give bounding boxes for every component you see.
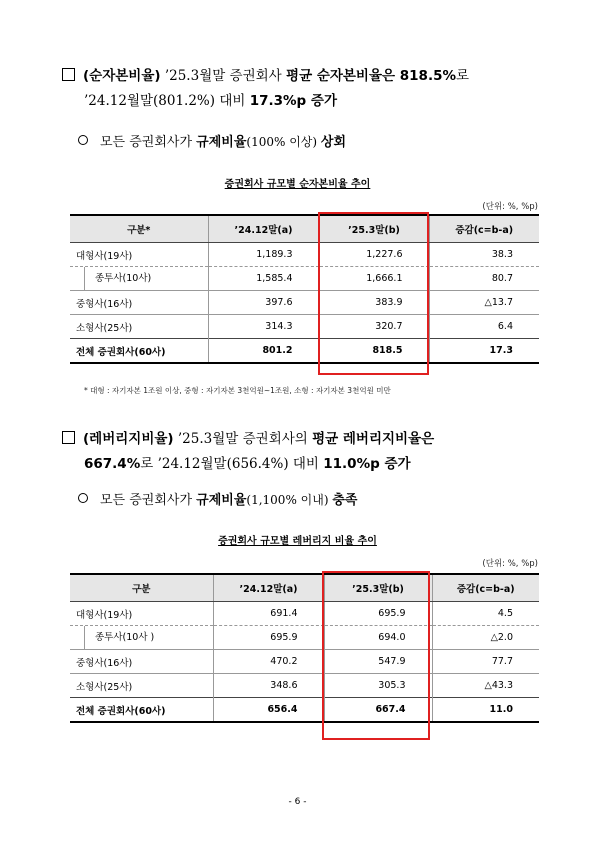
cell: 691.4 <box>213 602 324 626</box>
sub-text-mid: (1,100% 이내) <box>246 493 333 507</box>
cell: 397.6 <box>208 291 319 315</box>
col-header: ’24.12말(a) <box>208 215 319 243</box>
cell: △43.3 <box>432 674 539 698</box>
section1-heading-line2 <box>84 89 337 113</box>
heading-label: (순자본비율) <box>83 68 161 84</box>
cell: 1,585.4 <box>208 267 319 291</box>
cell: 383.9 <box>319 291 429 315</box>
heading-bold: 평균 레버리지비율은 <box>312 431 435 447</box>
bullet-circle-icon <box>78 135 88 145</box>
checkbox-square-icon <box>62 68 75 81</box>
section1-heading-line1 <box>62 64 469 88</box>
table2-leverage-ratio <box>70 573 539 723</box>
sub-bold: 충족 <box>332 493 358 508</box>
section2-subpoint <box>78 489 357 508</box>
table1-footnote: * 대형 : 자기자본 1조원 이상, 중형 : 자기자본 3천억원~1조원, 소형 : 자기자본 3천억원 미만 <box>84 386 391 395</box>
table-row <box>70 267 539 291</box>
table1-unit: (단위: %, %p) <box>482 202 538 212</box>
page-number: - 6 - <box>288 797 307 807</box>
cell: 694.0 <box>324 626 432 650</box>
cell: 470.2 <box>213 650 324 674</box>
heading-text: ’25.3월말 증권회사 <box>160 68 287 84</box>
bullet-circle-icon <box>78 493 88 503</box>
table-total-row <box>70 339 539 364</box>
section1-subpoint <box>78 131 346 150</box>
heading-bold: 17.3%p 증가 <box>249 93 337 109</box>
heading-bold: 11.0%p 증가 <box>323 456 411 472</box>
col-header: 구분* <box>70 215 208 243</box>
cell: 695.9 <box>324 602 432 626</box>
table2-unit: (단위: %, %p) <box>482 559 538 569</box>
row-label: 대형사(19사) <box>70 602 213 626</box>
table-row <box>70 650 539 674</box>
cell: 4.5 <box>432 602 539 626</box>
cell: 38.3 <box>429 243 539 267</box>
sub-text-mid: (100% 이상) <box>246 135 321 149</box>
row-label: 전체 증권회사(60사) <box>70 698 213 723</box>
row-label: 소형사(25사) <box>76 322 133 334</box>
table2-title: 증권회사 규모별 레버리지 비율 추이 <box>218 536 377 547</box>
table-row <box>70 602 539 626</box>
sub-text: 모든 증권회사가 <box>100 135 197 150</box>
sub-text: 모든 증권회사가 <box>100 493 197 508</box>
cell: 314.3 <box>208 315 319 339</box>
cell: 1,227.6 <box>319 243 429 267</box>
cell: 80.7 <box>429 267 539 291</box>
row-label: 중형사(16사) <box>70 291 208 315</box>
cell: △13.7 <box>429 291 539 315</box>
row-label: 중형사(16사) <box>70 650 213 674</box>
checkbox-square-icon <box>62 431 75 444</box>
table1-net-capital-ratio <box>70 214 539 364</box>
cell: 547.9 <box>324 650 432 674</box>
col-header: 증감(c=b-a) <box>429 215 539 243</box>
section2-heading-line1 <box>62 427 434 451</box>
row-label-text: 종투사(10사 ) <box>84 626 207 649</box>
sub-bold: 규제비율 <box>196 135 247 150</box>
cell: 17.3 <box>429 339 539 364</box>
sub-bold: 규제비율 <box>196 493 247 508</box>
col-header: 구분 <box>70 574 213 602</box>
cell: 818.5 <box>319 339 429 364</box>
cell: 348.6 <box>213 674 324 698</box>
heading-text: ’25.3월말 증권회사의 <box>173 431 313 447</box>
cell: 656.4 <box>213 698 324 723</box>
table-header-row <box>70 215 539 243</box>
cell: 1,666.1 <box>319 267 429 291</box>
cell: △2.0 <box>432 626 539 650</box>
cell: 667.4 <box>324 698 432 723</box>
table-total-row <box>70 698 539 723</box>
table-header-row <box>70 574 539 602</box>
table-row <box>70 315 539 339</box>
col-header: ’25.3말(b) <box>319 215 429 243</box>
col-header: 증감(c=b-a) <box>432 574 539 602</box>
table-row <box>70 626 539 650</box>
cell: 695.9 <box>213 626 324 650</box>
highlight-box <box>322 571 430 740</box>
row-label: 전체 증권회사(60사) <box>70 339 208 364</box>
cell: 1,189.3 <box>208 243 319 267</box>
row-label <box>70 267 208 291</box>
cell: 6.4 <box>429 315 539 339</box>
heading-text-post: 로 <box>456 68 470 84</box>
highlight-box <box>318 212 429 375</box>
col-header: ’25.3말(b) <box>324 574 432 602</box>
cell: 305.3 <box>324 674 432 698</box>
table-row <box>70 674 539 698</box>
heading-label: (레버리지비율) <box>83 431 174 447</box>
heading-text: ’24.12월말(801.2%) 대비 <box>84 93 250 109</box>
heading-bold: 평균 순자본비율은 818.5% <box>286 68 456 84</box>
table-row <box>70 291 539 315</box>
heading-text: 로 ’24.12월말(656.4%) 대비 <box>140 456 324 472</box>
table1-title: 증권회사 규모별 순자본비율 추이 <box>224 179 371 190</box>
col-header: ’24.12말(a) <box>213 574 324 602</box>
sub-bold: 상회 <box>320 135 347 150</box>
table-row <box>70 243 539 267</box>
heading-bold: 667.4% <box>84 456 141 472</box>
row-label: 대형사(19사) <box>70 243 208 267</box>
cell: 320.7 <box>319 315 429 339</box>
cell: 77.7 <box>432 650 539 674</box>
row-label-text: 종투사(10사) <box>84 267 202 290</box>
row-label <box>70 626 213 650</box>
cell: 11.0 <box>432 698 539 723</box>
section2-heading-line2 <box>84 452 411 476</box>
cell: 801.2 <box>208 339 319 364</box>
row-label: 소형사(25사) <box>76 681 133 693</box>
